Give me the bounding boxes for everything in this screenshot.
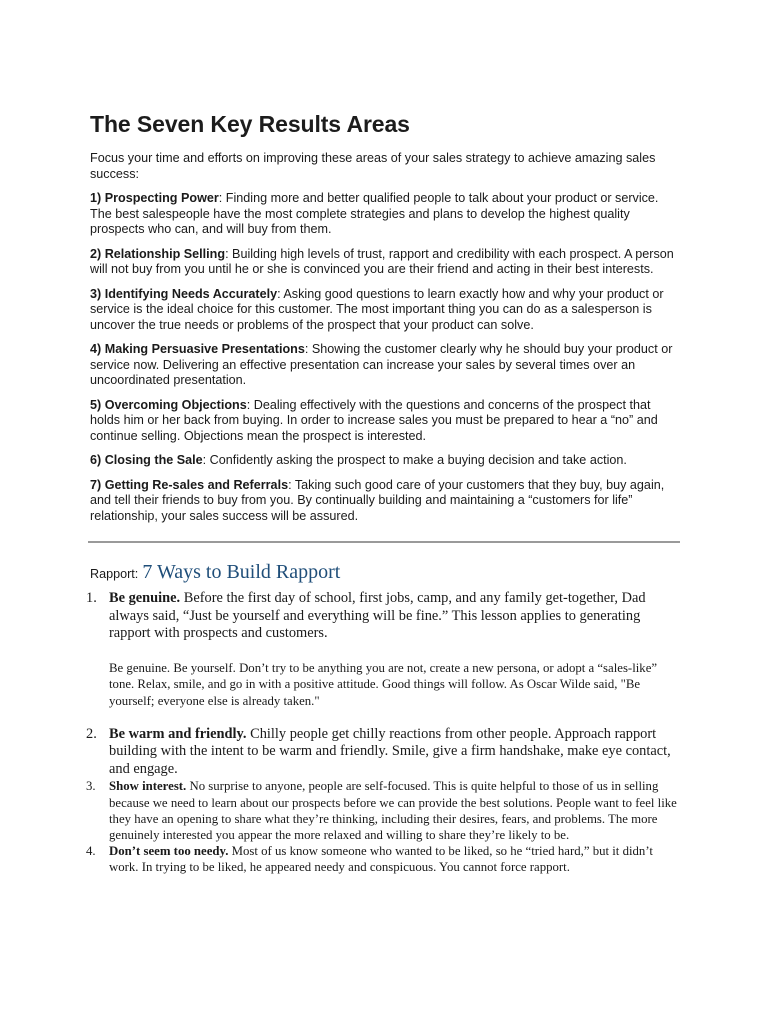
area-item — [90, 398, 682, 445]
list-number: 1. — [86, 590, 97, 606]
item-heading: Be warm and friendly. — [109, 725, 247, 742]
area-text: : Taking such good care of your customers that they buy, buy again, and tell their friends to buy from you. By continually building and maintaining a “customers for life” relationship, your sales success will be assured. — [90, 477, 665, 523]
area-label: 7) Getting Re-sales and Referrals — [90, 477, 289, 492]
area-text: : Asking good questions to learn exactly how and why your product or service is the ideal choice for this customer. The most important thing you can do as a salesperson is uncover the true needs or problems of the prospect that your product can solve. — [90, 286, 664, 332]
document-content — [86, 111, 682, 876]
area-text: : Dealing effectively with the questions and concerns of the prospect that holds him or her back from buying. In order to increase sales you must be prepared to hear a “no” and continue selling. Objections mean the prospect is interested. — [90, 397, 658, 443]
item-heading: Don’t seem too needy. — [109, 844, 229, 859]
area-text: : Showing the customer clearly why he should buy your product or service now. Delivering an effective presentation can increase your sales by several times over an uncoordinated presentation. — [90, 342, 673, 387]
list-number: 4. — [86, 844, 96, 859]
area-label: 4) Making Persuasive Presentations — [90, 342, 305, 356]
key-results-list — [90, 191, 682, 524]
item-text: Chilly people get chilly reactions from other people. Approach rapport building with the intent to be warm and friendly. Smile, give a firm handshake, make eye contact, and engage. — [109, 725, 671, 777]
rapport-title: 7 Ways to Build Rapport — [142, 561, 341, 583]
area-label: 2) Relationship Selling — [90, 246, 226, 261]
area-text: : Building high levels of trust, rapport and credibility with each prospect. A person will not buy from you until he or she is convinced you are their friend and acting in their best interests. — [90, 246, 674, 276]
intro-paragraph: Focus your time and efforts on improving these areas of your sales strategy to achieve amazing sales success: — [90, 151, 656, 181]
area-item — [90, 342, 682, 389]
area-item — [90, 478, 682, 525]
item-text: Most of us know someone who wanted to be liked, so he “tried hard,” but it didn’t work. In trying to be liked, he appeared needy and conspicuous. You cannot force rapport. — [109, 844, 653, 875]
area-label: 5) Overcoming Objections — [90, 397, 247, 412]
area-item — [90, 453, 682, 469]
area-item — [90, 191, 682, 238]
item-text: Before the first day of school, first jobs, camp, and any family get-together, Dad always said, “Just be yourself and everything will be fine.” This lesson applies to generating rapport with prospects and customers. — [109, 590, 646, 641]
list-item — [86, 590, 682, 710]
area-item — [90, 287, 682, 334]
list-number: 3. — [86, 779, 96, 794]
item-heading: Be genuine. — [109, 590, 181, 606]
area-item — [90, 247, 682, 278]
item-subparagraph: Be genuine. Be yourself. Don’t try to be anything you are not, create a new persona, or adopt a “sales-like” tone. Relax, smile, and go in with a positive attitude. Good things will follow. As Oscar Wilde said, "Be yourself; everyone else is already taken." — [109, 660, 658, 709]
area-label: 6) Closing the Sale — [90, 453, 203, 467]
area-text: : Confidently asking the prospect to make a buying decision and take action. — [202, 453, 627, 467]
area-label: 1) Prospecting Power — [90, 191, 219, 205]
list-item — [86, 843, 682, 875]
area-text: : Finding more and better qualified people to talk about your product or service. The best salespeople have the most complete strategies and plans to develop the highest quality prospects who can, and will buy from them. — [90, 191, 659, 236]
area-label: 3) Identifying Needs Accurately — [90, 286, 278, 301]
page-title: The Seven Key Results Areas — [90, 111, 410, 137]
list-number: 2. — [86, 725, 97, 742]
item-text: No surprise to anyone, people are self-focused. This is quite helpful to those of us in selling because we need to learn about our prospects before we can provide the best solutions. People want to feel like they have an opening to share what they’re thinking, including their desires, fears, and problems. The more genuinely interested you appear the more relaxed and willing to share they’re likely to be. — [109, 779, 677, 842]
rapport-heading — [90, 561, 682, 584]
section-divider — [88, 541, 680, 543]
rapport-list — [86, 590, 682, 876]
item-heading: Show interest. — [109, 779, 187, 794]
list-item — [86, 778, 682, 843]
rapport-label: Rapport: — [90, 567, 139, 581]
list-item — [86, 725, 682, 779]
